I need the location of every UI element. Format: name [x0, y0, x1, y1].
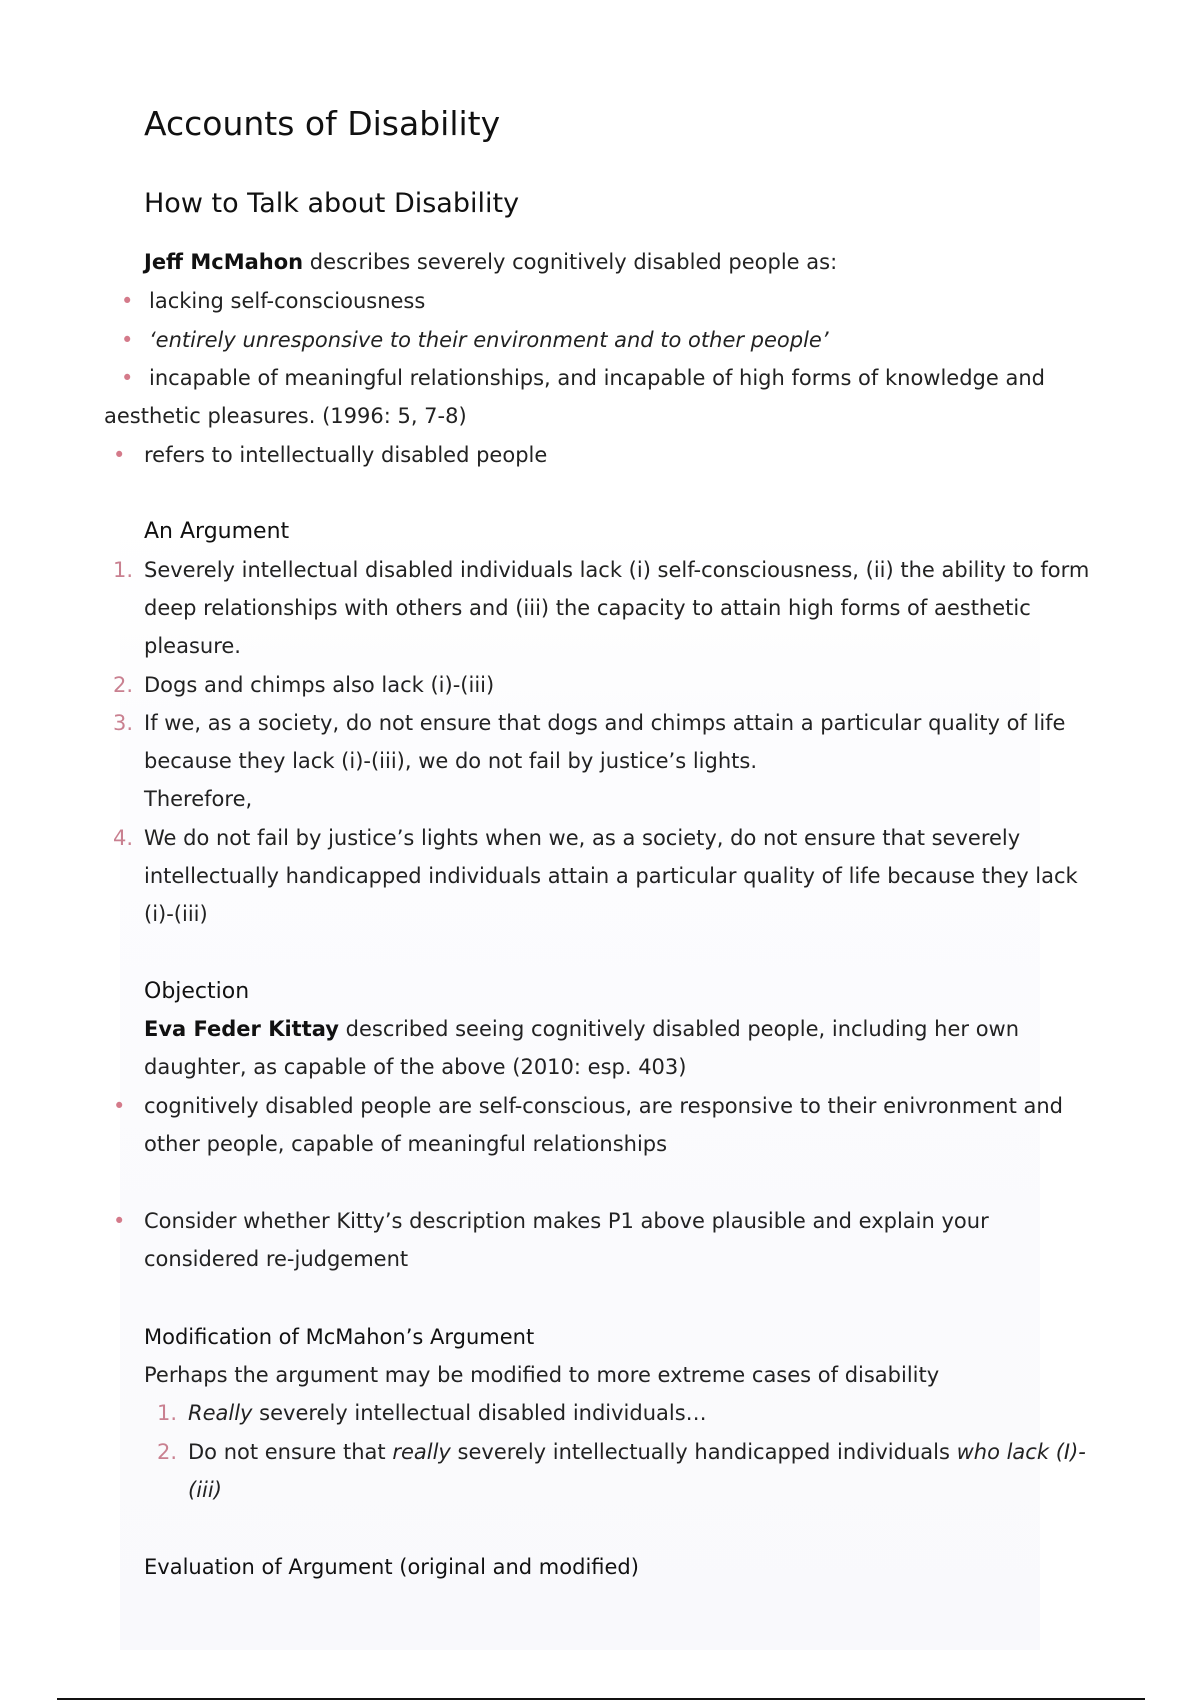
mcmahon-intro [144, 250, 837, 274]
consider-prompt-line2: considered re-judgement [144, 1247, 409, 1271]
emphasis-really: really [392, 1440, 451, 1464]
objection-bullet-line2: other people, capable of meaningful relationships [144, 1132, 668, 1156]
list-item-relationships-line2: aesthetic pleasures. (1996: 5, 7-8) [104, 404, 467, 428]
consider-prompt-line1: Consider whether Kitty’s description makes P1 above plausible and explain your [144, 1209, 989, 1233]
item-number: 2. [157, 1440, 178, 1464]
list-item-self-consciousness: lacking self-consciousness [149, 289, 426, 313]
list-item-relationships-line1: incapable of meaningful relationships, and incapable of high forms of knowledge and [149, 366, 1045, 390]
premise-number: 1. [113, 558, 134, 582]
bullet-icon: • [113, 1094, 126, 1118]
kittay-intro-line1 [144, 1017, 1019, 1041]
page-title: Accounts of Disability [144, 104, 501, 143]
emphasis-really: Really [188, 1401, 253, 1425]
list-item-quote: ‘entirely unresponsive to their environment and to other people’ [149, 328, 829, 352]
section-heading-modification: Modification of McMahon’s Argument [144, 1325, 535, 1349]
modification-item-2-line1: Do not ensure that really severely intellectually handicapped individuals who lack (I)- [188, 1440, 1086, 1464]
therefore-text: Therefore, [144, 787, 253, 811]
emphasis-who-lack: who lack (I)- [956, 1440, 1086, 1464]
premise-1-line1: Severely intellectual disabled individuals lack (i) self-consciousness, (ii) the ability to form [144, 558, 1090, 582]
list-item-intellectually: refers to intellectually disabled people [144, 443, 548, 467]
premise-number: 3. [113, 711, 134, 735]
bullet-icon: • [113, 443, 126, 467]
premise-3-line1: If we, as a society, do not ensure that dogs and chimps attain a particular quality of life [144, 711, 1066, 735]
premise-3-line2: because they lack (i)-(iii), we do not fail by justice’s lights. [144, 749, 757, 773]
conclusion-line1: We do not fail by justice’s lights when we, as a society, do not ensure that severely [144, 826, 1021, 850]
kittay-intro-line2: daughter, as capable of the above (2010: esp. 403) [144, 1055, 687, 1079]
author-kittay: Eva Feder Kittay [144, 1017, 339, 1041]
conclusion-line3: (i)-(iii) [144, 902, 208, 926]
author-mcmahon: Jeff McMahon [144, 250, 304, 274]
premise-1-line2: deep relationships with others and (iii) the capacity to attain high forms of aesthetic [144, 596, 1031, 620]
kittay-intro-text: described seeing cognitively disabled people, including her own [338, 1017, 1020, 1041]
bullet-icon: • [121, 328, 134, 352]
section-heading-talk: How to Talk about Disability [144, 188, 520, 219]
premise-number: 4. [113, 826, 134, 850]
section-heading-argument: An Argument [144, 519, 290, 544]
modification-item-2-line2: (iii) [188, 1478, 222, 1502]
bullet-icon: • [113, 1209, 126, 1233]
bullet-icon: • [121, 366, 134, 390]
item-number: 1. [157, 1401, 178, 1425]
section-heading-evaluation: Evaluation of Argument (original and modified) [144, 1555, 639, 1579]
bullet-icon: • [121, 289, 134, 313]
objection-bullet-line1: cognitively disabled people are self-conscious, are responsive to their enivronment and [144, 1094, 1064, 1118]
premise-1-line3: pleasure. [144, 634, 241, 658]
section-heading-objection: Objection [144, 979, 250, 1004]
modification-item-1: Really severely intellectual disabled individuals… [188, 1401, 707, 1425]
modification-intro: Perhaps the argument may be modified to more extreme cases of disability [144, 1363, 940, 1387]
premise-number: 2. [113, 673, 134, 697]
conclusion-line2: intellectually handicapped individuals attain a particular quality of life because they lack [144, 864, 1078, 888]
premise-2: Dogs and chimps also lack (i)-(iii) [144, 673, 495, 697]
mcmahon-intro-text: describes severely cognitively disabled people as: [303, 250, 838, 274]
